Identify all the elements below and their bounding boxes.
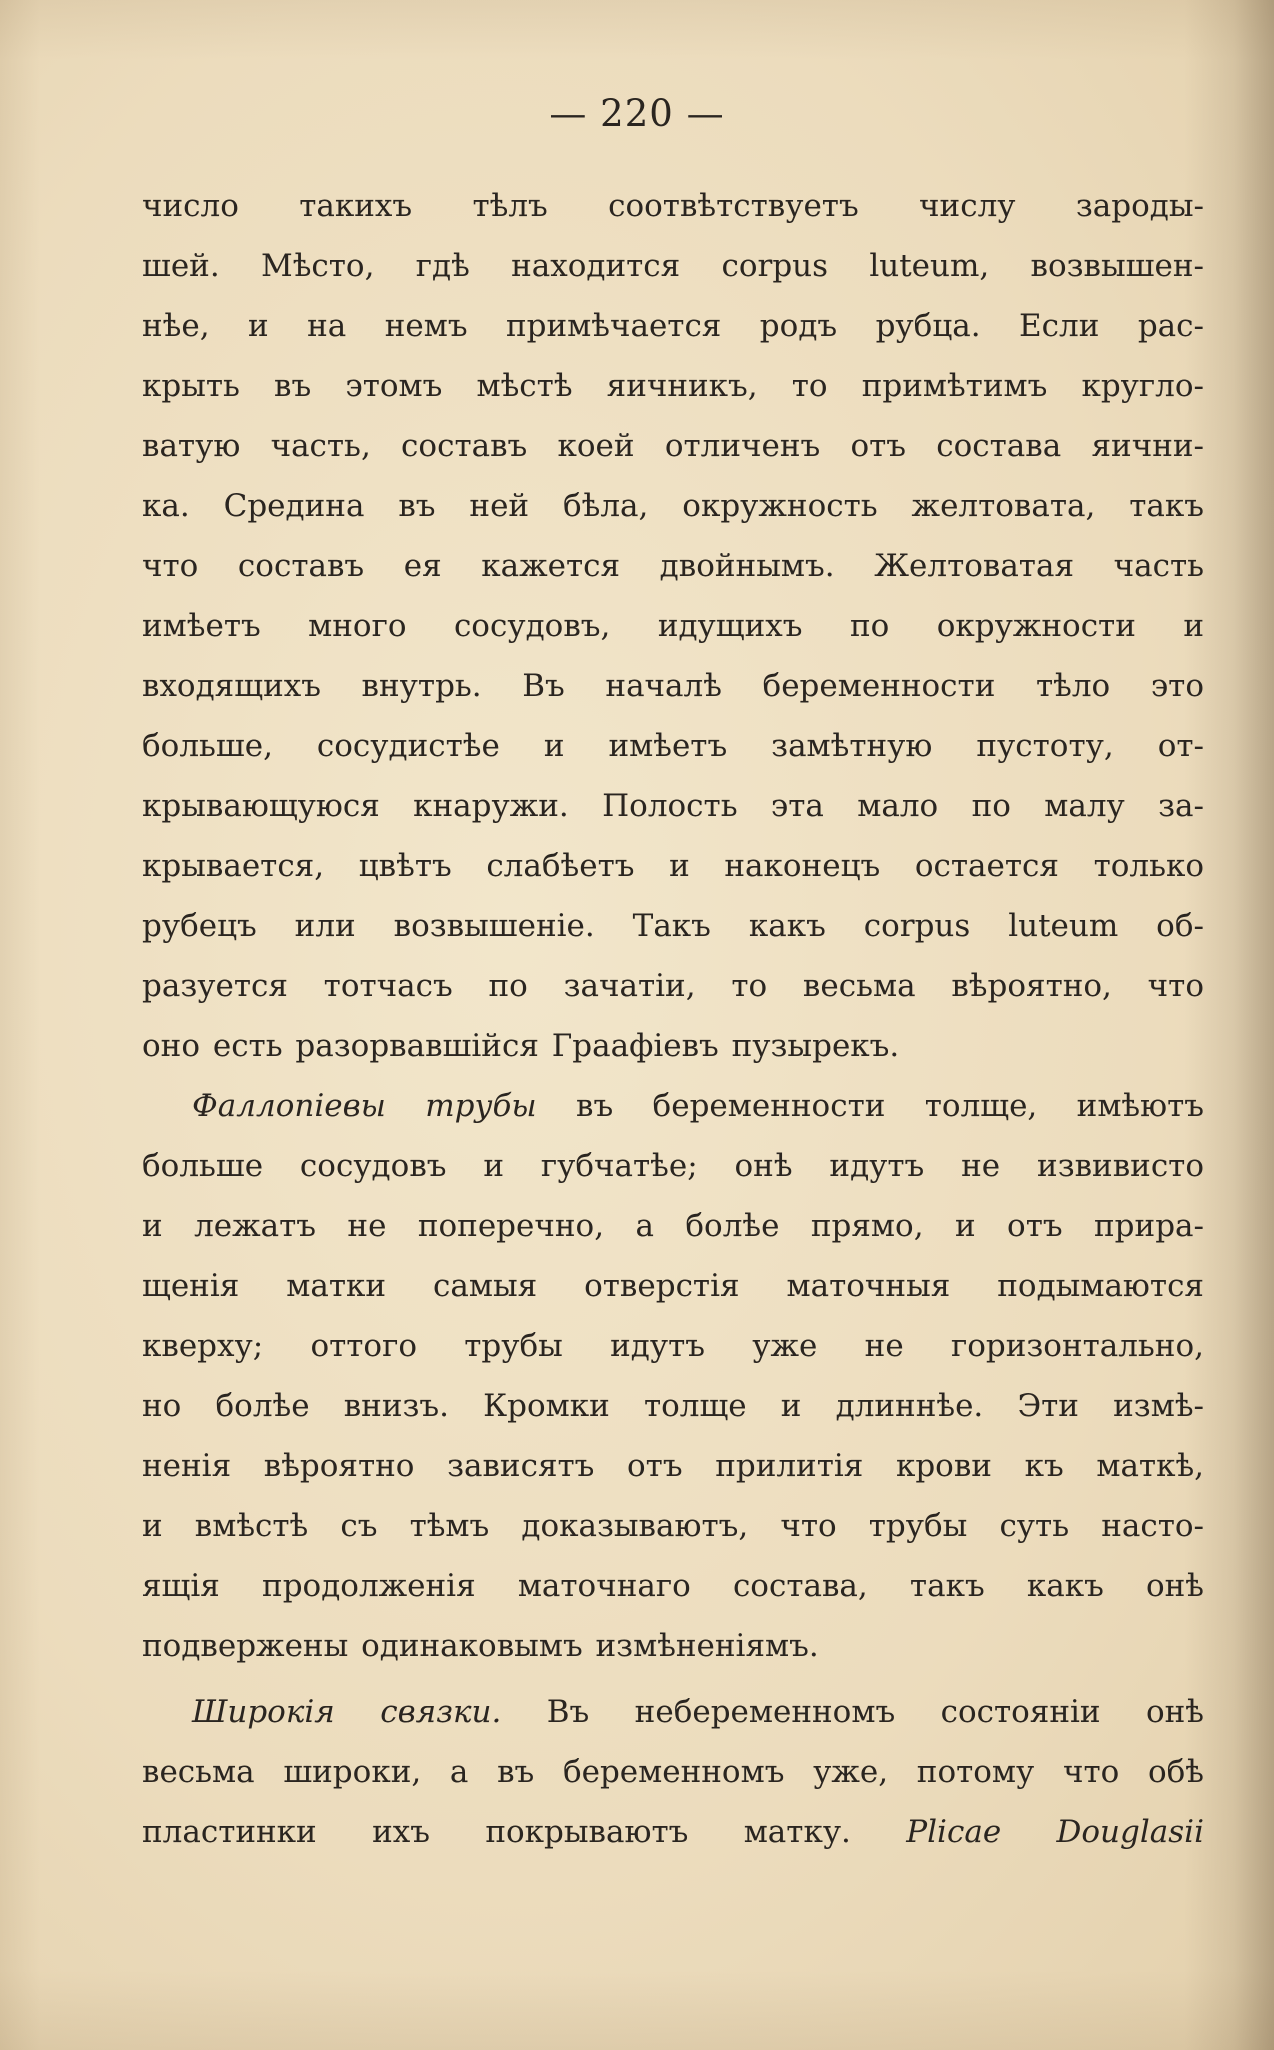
text-line: разуется тотчасъ по зачатіи, то весьма вѣроятно, что <box>142 968 1204 1004</box>
text-line: подвержены одинаковымъ измѣненіямъ. <box>142 1628 819 1664</box>
line-text: въ беременности толще, имѣютъ <box>536 1088 1204 1124</box>
page-number: — 220 — <box>549 92 725 135</box>
text-line: число такихъ тѣлъ соотвѣтствуетъ числу зароды- <box>142 188 1204 224</box>
text-line: нѣе, и на немъ примѣчается родъ рубца. Если рас- <box>142 308 1204 344</box>
section-heading-fallopian-tubes: Фаллопіевы трубы <box>192 1088 537 1124</box>
text-line <box>142 1682 1204 1742</box>
text-line: весьма широки, а въ беременномъ уже, потому что обѣ <box>142 1754 1204 1790</box>
text-line: но болѣе внизъ. Кромки толще и длиннѣе. Эти измѣ- <box>142 1388 1204 1424</box>
text-line: крывается, цвѣтъ слабѣетъ и наконецъ остается только <box>142 848 1204 884</box>
text-line: что составъ ея кажется двойнымъ. Желтоватая часть <box>142 548 1204 584</box>
text-line <box>142 1802 1204 1862</box>
paragraph-fallopian-tubes <box>142 1076 1204 1676</box>
text-line: крыть въ этомъ мѣстѣ яичникъ, то примѣтимъ кругло- <box>142 368 1204 404</box>
text-line: шей. Мѣсто, гдѣ находится corpus luteum, возвышен- <box>142 248 1204 284</box>
text-line: и вмѣстѣ съ тѣмъ доказываютъ, что трубы суть насто- <box>142 1508 1204 1544</box>
text-line: оно есть разорвавшійся Граафіевъ пузырекъ. <box>142 1028 900 1064</box>
body-text <box>142 176 1204 1862</box>
text-line: больше, сосудистѣе и имѣетъ замѣтную пустоту, от- <box>142 728 1204 764</box>
text-line: ненія вѣроятно зависятъ отъ прилитія крови къ маткѣ, <box>142 1448 1204 1484</box>
line-text: пластинки ихъ покрываютъ матку. <box>142 1814 907 1850</box>
latin-term-plicae-douglasii: Plicae Douglasii <box>906 1814 1204 1850</box>
text-line: ватую часть, составъ коей отличенъ отъ состава яични- <box>142 428 1204 464</box>
text-line: крывающуюся кнаружи. Полость эта мало по малу за- <box>142 788 1204 824</box>
text-line: щенія матки самыя отверстія маточныя подымаются <box>142 1268 1204 1304</box>
text-line: рубецъ или возвышеніе. Такъ какъ corpus luteum об- <box>142 908 1204 944</box>
text-line: ящія продолженія маточнаго состава, такъ какъ онѣ <box>142 1568 1204 1604</box>
text-line: имѣетъ много сосудовъ, идущихъ по окружности и <box>142 608 1204 644</box>
text-line: входящихъ внутрь. Въ началѣ беременности тѣло это <box>142 668 1204 704</box>
text-line: и лежатъ не поперечно, а болѣе прямо, и отъ прира- <box>142 1208 1204 1244</box>
text-line: кверху; оттого трубы идутъ уже не горизонтально, <box>142 1328 1204 1364</box>
text-line: ка. Средина въ ней бѣла, окружность желтовата, такъ <box>142 488 1204 524</box>
paragraph-broad-ligaments <box>142 1682 1204 1862</box>
text-line: больше сосудовъ и губчатѣе; онѣ идутъ не извивисто <box>142 1148 1204 1184</box>
paragraph-corpus-luteum <box>142 176 1204 1076</box>
line-text: Въ небеременномъ состояніи онѣ <box>501 1694 1204 1730</box>
section-heading-broad-ligaments: Широкія связки. <box>192 1694 502 1730</box>
text-line <box>142 1076 1204 1136</box>
